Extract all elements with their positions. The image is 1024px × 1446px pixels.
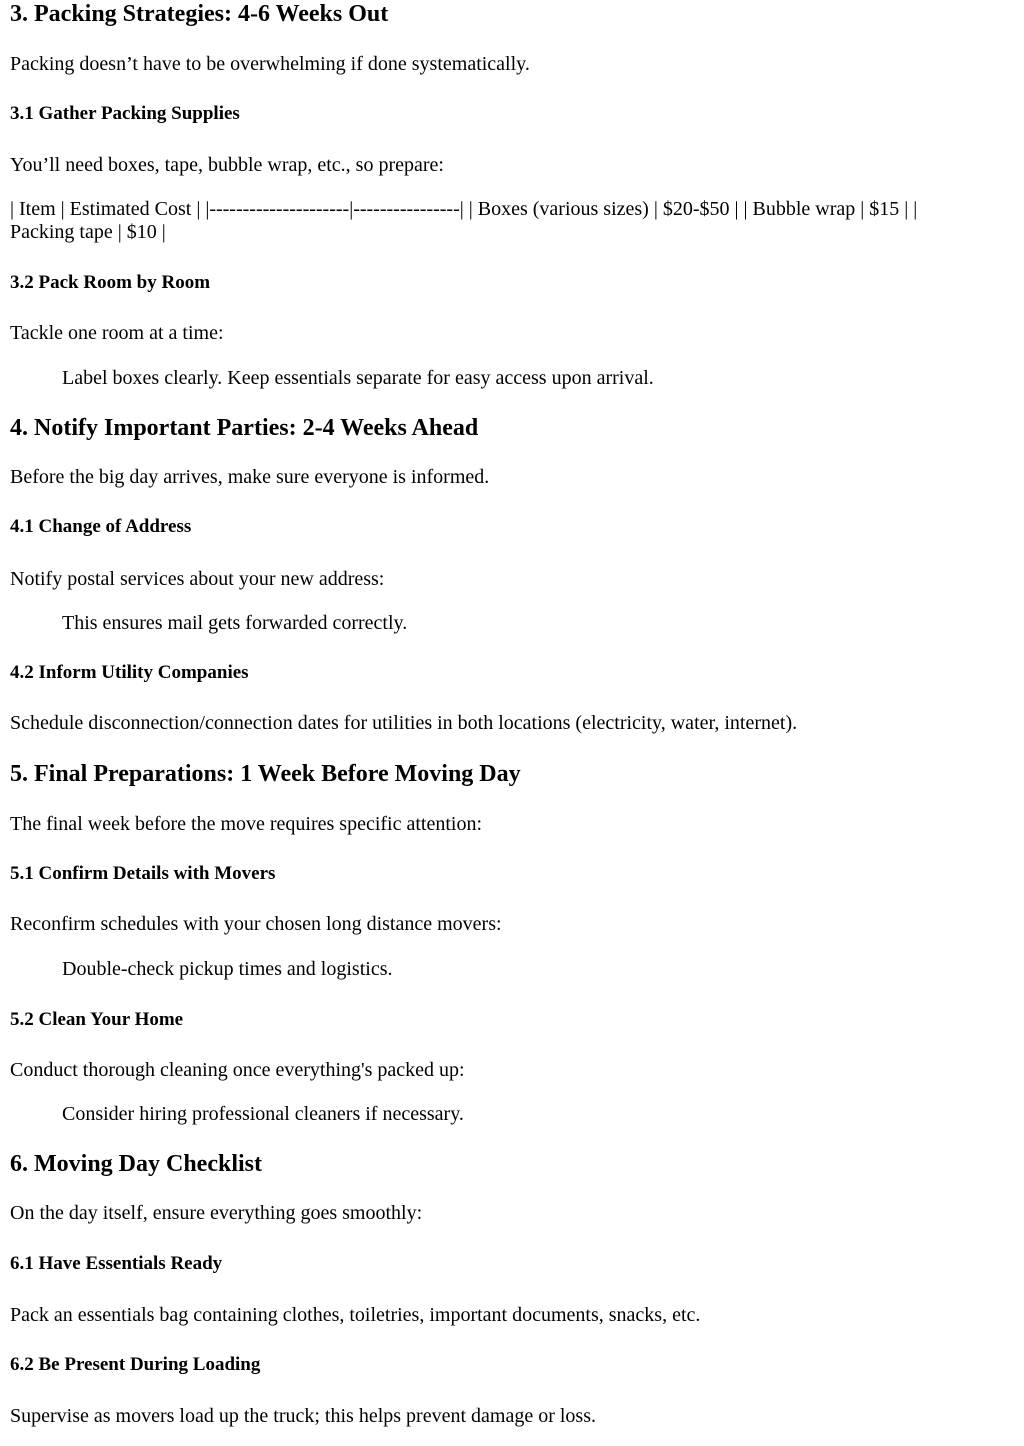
section-intro-final: The final week before the move requires specific attention: xyxy=(10,813,483,835)
paragraph-essentials-ready: Pack an essentials bag containing clothes, toiletries, important documents, snacks, etc. xyxy=(10,1304,701,1326)
subheading-gather-supplies: 3.1 Gather Packing Supplies xyxy=(10,103,240,124)
paragraph-present-loading: Supervise as movers load up the truck; this helps prevent damage or loss. xyxy=(10,1405,596,1427)
section-heading-final-preparations: 5. Final Preparations: 1 Week Before Moving Day xyxy=(10,761,521,787)
paragraph-change-address: Notify postal services about your new address: xyxy=(10,568,385,590)
subheading-pack-room-by-room: 3.2 Pack Room by Room xyxy=(10,272,211,293)
blockquote-mail-forward: This ensures mail gets forwarded correctly. xyxy=(62,612,408,634)
subheading-change-address: 4.1 Change of Address xyxy=(10,516,192,537)
paragraph-utility-companies: Schedule disconnection/connection dates for utilities in both locations (electricity, water, internet). xyxy=(10,712,798,734)
section-intro-notify: Before the big day arrives, make sure everyone is informed. xyxy=(10,466,490,488)
paragraph-confirm-movers: Reconfirm schedules with your chosen long distance movers: xyxy=(10,913,502,935)
section-heading-moving-day: 6. Moving Day Checklist xyxy=(10,1151,262,1177)
section-heading-notify-parties: 4. Notify Important Parties: 2-4 Weeks Ahead xyxy=(10,415,479,441)
blockquote-hire-cleaners: Consider hiring professional cleaners if necessary. xyxy=(62,1103,464,1125)
paragraph-clean-home: Conduct thorough cleaning once everything's packed up: xyxy=(10,1059,465,1081)
subheading-present-loading: 6.2 Be Present During Loading xyxy=(10,1354,261,1375)
blockquote-double-check: Double-check pickup times and logistics. xyxy=(62,958,393,980)
subheading-confirm-movers: 5.1 Confirm Details with Movers xyxy=(10,863,276,884)
paragraph-gather-supplies: You’ll need boxes, tape, bubble wrap, etc., so prepare: xyxy=(10,154,444,176)
raw-table-line-2: Packing tape | $10 | xyxy=(10,221,166,243)
subheading-utility-companies: 4.2 Inform Utility Companies xyxy=(10,662,249,683)
section-intro-packing: Packing doesn’t have to be overwhelming if done systematically. xyxy=(10,53,530,75)
subheading-clean-home: 5.2 Clean Your Home xyxy=(10,1009,184,1030)
blockquote-label-boxes: Label boxes clearly. Keep essentials separate for easy access upon arrival. xyxy=(62,367,654,389)
raw-table-line-1: | Item | Estimated Cost | |---------------------|----------------| | Boxes (various sizes) | $20-$50 | | Bubble wrap | $15 | | xyxy=(10,198,918,220)
section-heading-packing-strategies: 3. Packing Strategies: 4-6 Weeks Out xyxy=(10,1,389,27)
paragraph-pack-room: Tackle one room at a time: xyxy=(10,322,224,344)
subheading-essentials-ready: 6.1 Have Essentials Ready xyxy=(10,1253,223,1274)
section-intro-moving-day: On the day itself, ensure everything goes smoothly: xyxy=(10,1202,423,1224)
